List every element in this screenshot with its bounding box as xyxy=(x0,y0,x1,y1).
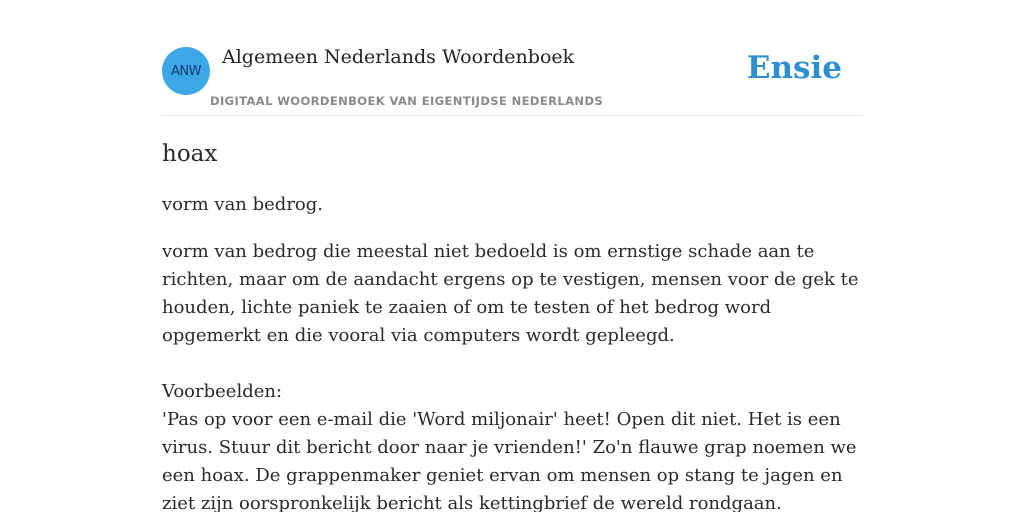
long-definition: vorm van bedrog die meestal niet bedoeld is om ernstige schade aan te richten, maar om de aandacht ergens op te vestigen, mensen voor de gek te houden, lichte paniek te zaaien of om te testen of het bedrog word opgemerkt en die vooral via computers wordt gepleegd. xyxy=(162,241,859,346)
anw-logo-text: ANW xyxy=(171,63,201,79)
entry-content xyxy=(162,138,862,512)
examples-heading: Voorbeelden: xyxy=(162,381,283,402)
entry-word: hoax xyxy=(162,141,218,167)
site-header xyxy=(162,0,862,116)
ensie-brand-link[interactable]: Ensie xyxy=(746,50,842,86)
site-title[interactable]: Algemeen Nederlands Woordenboek xyxy=(222,46,575,68)
examples-text: 'Pas op voor een e-mail die 'Word miljonair' heet! Open dit niet. Het is een virus. Stuur dit bericht door naar je vrienden!' Zo'n flauwe grap noemen we een hoax. De grappenmaker geniet ervan om mensen op stang te jagen en ziet zijn oorspronkelijk bericht als kettingbrief de wereld rondgaan. xyxy=(162,409,857,512)
anw-logo[interactable] xyxy=(162,47,210,95)
site-subtitle: DIGITAAL WOORDENBOEK VAN EIGENTIJDSE NEDERLANDS xyxy=(210,94,604,108)
short-definition: vorm van bedrog. xyxy=(162,194,323,215)
